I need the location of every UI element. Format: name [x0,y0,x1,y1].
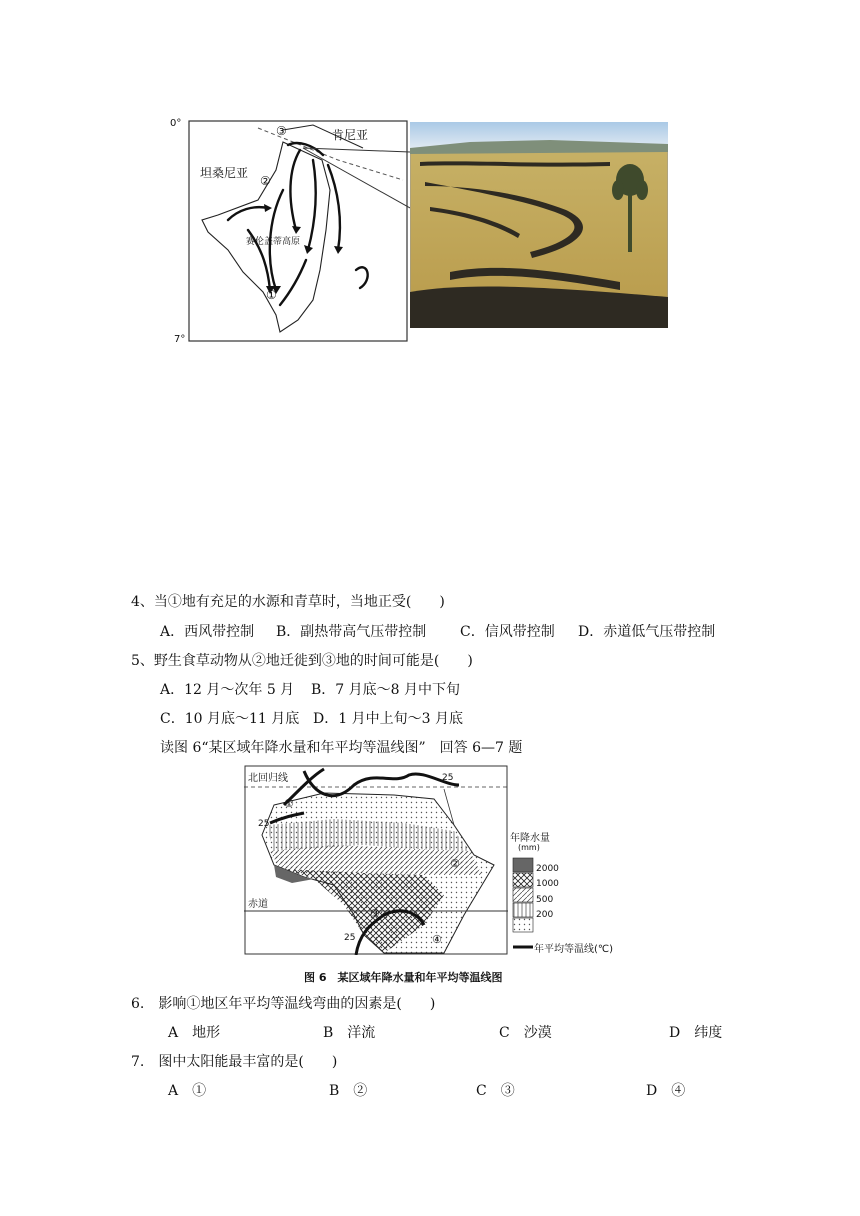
label-serengeti: 赛伦盖蒂高原 [246,237,301,247]
tropic-label: 北回归线 [248,773,288,784]
wildebeest-photo [410,122,668,328]
legend-value-500: 500 [536,895,554,905]
figure-migration [160,112,670,352]
figure-6-caption: 图 6 某区域年降水量和年平均等温线图 [304,971,503,984]
question-5-option-c[interactable]: C．10 月底～11 月底 [160,711,300,727]
question-6-option-c[interactable]: C 沙漠 [499,1025,552,1041]
legend-unit: (mm) [518,843,540,852]
legend-value-2000: 2000 [536,864,559,874]
legend-isotherm-label: 年平均等温线(℃) [534,944,614,955]
question-6-option-b[interactable]: B 洋流 [323,1025,376,1041]
marker-1: ① [266,288,277,302]
question-4-option-c[interactable]: C．信风带控制 [460,624,555,640]
question-7-option-c[interactable]: C ③ [476,1083,515,1099]
legend-title: 年降水量 [510,833,550,844]
marker-2: ② [260,174,271,188]
legend [510,829,616,957]
equator-label: 赤道 [248,899,268,910]
question-4-option-a[interactable]: A．西风带控制 [160,624,255,640]
question-5-stem: 5、野生食草动物从②地迁徙到③地的时间可能是( ) [131,653,473,669]
question-4-stem: 4、当①地有充足的水源和青草时，当地正受( ) [131,594,445,610]
label-tanzania: 坦桑尼亚 [200,166,249,180]
isotherm-25-west: 25 [258,819,270,829]
question-5-option-d[interactable]: D．1 月中上旬～3 月底 [313,711,463,727]
lat-0-label: 0° [170,118,182,129]
question-6-option-d[interactable]: D 纬度 [669,1025,723,1041]
question-4-option-b[interactable]: B．副热带高气压带控制 [276,624,427,640]
question-7-option-d[interactable]: D ④ [646,1083,686,1099]
legend-value-1000: 1000 [536,879,559,889]
label-kenya: 肯尼亚 [332,128,369,142]
marker-4: ④ [432,933,442,946]
isotherm-25-south: 25 [344,933,356,943]
question-7-stem: 7. 图中太阳能最丰富的是( ) [131,1054,338,1070]
marker-3: ③ [276,124,287,138]
question-7-option-a[interactable]: A ① [168,1083,207,1099]
question-5-option-b[interactable]: B．7 月底～8 月中下旬 [311,682,461,698]
marker-2: ② [450,857,460,870]
question-6-option-a[interactable]: A 地形 [168,1025,221,1041]
marker-3: ③ [370,907,380,920]
legend-swatches [512,857,534,933]
question-7-option-b[interactable]: B ② [329,1083,368,1099]
figure-6-intro: 读图 6“某区域年降水量和年平均等温线图” 回答 6—7 题 [160,740,523,756]
lat-7-label: 7° [174,334,186,345]
migration-map [188,120,410,344]
rainfall-isotherm-map [244,765,508,955]
legend-value-200: 200 [536,910,554,920]
question-6-stem: 6. 影响①地区年平均等温线弯曲的因素是( ) [131,996,436,1012]
figure-6 [244,765,616,987]
question-5-option-a[interactable]: A．12 月～次年 5 月 [160,682,295,698]
question-4-option-d[interactable]: D．赤道低气压带控制 [578,624,716,640]
marker-1: ① [284,797,294,810]
isotherm-25-north: 25 [442,773,454,783]
legend-isotherm-swatch [512,943,534,951]
